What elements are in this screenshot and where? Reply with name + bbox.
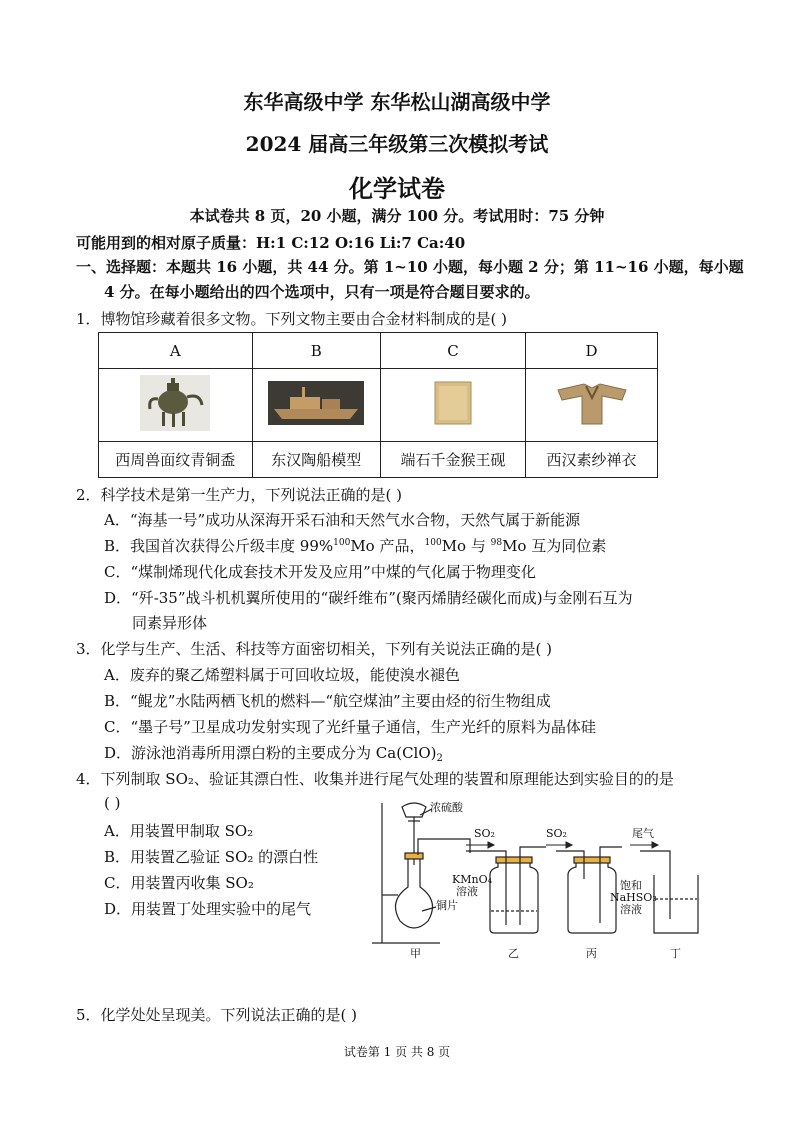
q4-paren: ( ): [104, 794, 121, 812]
q1-header-c: C: [380, 333, 525, 369]
atomic-mass-line: 可能用到的相对原子质量：H:1 C:12 O:16 Li:7 Ca:40: [76, 234, 466, 252]
q4-option-d: D．用装置丁处理实验中的尾气: [104, 900, 312, 918]
label-yi: 乙: [508, 947, 519, 960]
q3-d-text: D．游泳池消毒所用漂白粉的主要成分为 Ca(ClO): [104, 744, 437, 762]
label-bing: 丙: [586, 947, 597, 960]
label-so2-2: SO₂: [546, 827, 567, 840]
q2-option-a: A．“海基一号”成功从深海开采石油和天然气水合物，天然气属于新能源: [104, 511, 581, 529]
q2-stem: 2．科学技术是第一生产力，下列说法正确的是( ): [76, 486, 403, 504]
label-so2-1: SO₂: [474, 827, 495, 840]
q2-option-d-line2: 同素异形体: [132, 614, 208, 632]
bottle-yi: [490, 861, 538, 933]
q2-b-text2: Mo 产品，: [350, 537, 425, 555]
copper-pointer: [422, 907, 436, 911]
q3-option-d: [104, 742, 443, 764]
section-heading-line1: 一、选择题：本题共 16 小题，共 44 分。第 1~10 小题，每小题 2 分；第 11~16 小题，每小题: [76, 258, 744, 276]
label-nahso3: NaHSO₃: [610, 891, 657, 904]
school-names: 东华高级中学 东华松山湖高级中学: [243, 90, 551, 114]
q3-option-c: C．“墨子号”卫星成功发射实现了光纤量子通信，生产光纤的原料为晶体硅: [104, 718, 596, 736]
label-tail-gas: 尾气: [632, 827, 654, 840]
label-copper: 铜片: [436, 899, 458, 912]
q1-header-a: A: [99, 333, 253, 369]
q2-b-text3: Mo 与: [441, 537, 491, 555]
bottle-bing-inlet: [556, 851, 584, 879]
q3-d-sub: 2: [436, 753, 443, 764]
q1-image-b: [252, 369, 380, 442]
q3-option-a: A．废弃的聚乙烯塑料属于可回收垃圾，能使溴水褪色: [104, 666, 460, 684]
q2-option-c: C．“煤制烯现代化成套技术开发及应用”中煤的气化属于物理变化: [104, 563, 536, 581]
exam-title: 2024 届高三年级第三次模拟考试: [245, 132, 549, 156]
arrowhead-tail: [652, 842, 658, 848]
bottle-bing: [568, 861, 616, 933]
delivery-tube: [418, 839, 470, 855]
q1-name-a: 西周兽面纹青铜盉: [99, 442, 253, 478]
q1-name-d: 西汉素纱禅衣: [526, 442, 658, 478]
pottery-boat-image: [268, 381, 364, 425]
exam-info: 本试卷共 8 页，20 小题，满分 100 分。考试用时：75 分钟: [189, 207, 605, 225]
bronze-vessel-image: [140, 375, 210, 431]
page-footer: 试卷第 1 页 共 8 页: [343, 1045, 451, 1059]
label-jia: 甲: [410, 947, 421, 960]
q5-stem: 5．化学处处呈现美。下列说法正确的是( ): [76, 1006, 358, 1024]
q2-b-sup3: 98: [490, 538, 503, 548]
section-heading-line2: 4 分。在每小题给出的四个选项中，只有一项是符合题目要求的。: [104, 283, 540, 301]
q4-apparatus-diagram: [370, 795, 710, 965]
beaker-ding: [654, 875, 698, 933]
q1-header-b: B: [252, 333, 380, 369]
inkstone-image: [433, 380, 473, 426]
q2-b-sup1: 100: [333, 538, 351, 548]
q1-stem: 1．博物馆珍藏着很多文物。下列文物主要由合金材料制成的是( ): [76, 310, 508, 328]
q1-image-c: [380, 369, 525, 442]
label-ding: 丁: [670, 947, 681, 960]
beaker-tube: [640, 851, 670, 919]
bottle-bing-stopper: [574, 857, 610, 863]
q3-option-b: B．“鲲龙”水陆两栖飞机的燃料—“航空煤油”主要由烃的衍生物组成: [104, 692, 551, 710]
subject-title: 化学试卷: [349, 174, 445, 203]
label-kmno4-solution: 溶液: [456, 885, 478, 898]
q1-table: [98, 332, 658, 478]
q2-b-text1: B．我国首次获得公斤级丰度 99%: [104, 537, 334, 555]
label-nahso3-solution: 溶液: [620, 903, 642, 916]
q4-option-a: A．用装置甲制取 SO₂: [104, 822, 254, 840]
q3-stem: 3．化学与生产、生活、科技等方面密切相关，下列有关说法正确的是( ): [76, 640, 553, 658]
label-saturated: 饱和: [620, 879, 642, 892]
q1-image-a: [99, 369, 253, 442]
arrowhead-so2-2: [566, 842, 572, 848]
separatory-funnel: [402, 803, 426, 817]
bottle-yi-stopper: [496, 857, 532, 863]
label-kmno4: KMnO₄: [452, 873, 492, 886]
flask-stopper: [405, 853, 423, 859]
q2-b-text4: Mo 互为同位素: [502, 537, 607, 555]
q4-stem: 4．下列制取 SO₂、验证其漂白性、收集并进行尾气处理的装置和原理能达到实验目的的是: [76, 770, 674, 788]
q2-option-d-line1: D．“歼-35”战斗机机翼所使用的“碳纤维布”(聚丙烯腈经碳化而成)与金刚石互为: [104, 589, 633, 607]
flask: [396, 857, 433, 928]
silk-robe-image: [556, 378, 628, 428]
arrowhead-so2-1: [488, 842, 494, 848]
q2-b-sup2: 100: [424, 538, 442, 548]
q4-option-b: B．用装置乙验证 SO₂ 的漂白性: [104, 848, 319, 866]
q1-name-b: 东汉陶船模型: [252, 442, 380, 478]
q2-option-b: [104, 535, 606, 556]
q4-option-c: C．用装置丙收集 SO₂: [104, 874, 254, 892]
q1-header-d: D: [526, 333, 658, 369]
label-acid: 浓硫酸: [430, 801, 463, 814]
q1-image-d: [526, 369, 658, 442]
q1-name-c: 端石千金猴王砚: [380, 442, 525, 478]
